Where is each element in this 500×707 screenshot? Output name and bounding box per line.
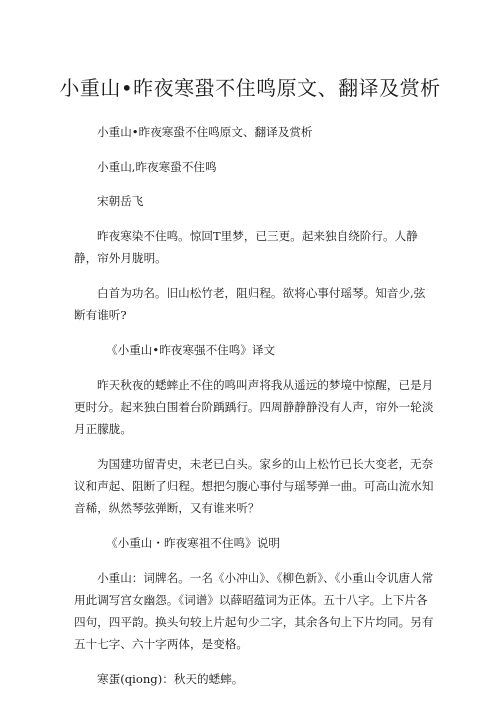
paragraph-author: 宋朝岳飞 <box>97 194 144 209</box>
paragraph-poem-title: 小重山,昨夜寒蛩不住鸣 <box>97 159 217 174</box>
paragraph-poem-stanza-1: 昨夜寒染不住鸣。惊回T里梦，已三更。起来独自绕阶行。人静静，帘外月胧明。 <box>74 229 418 266</box>
paragraph-heading-repeat: 小重山•昨夜寒蛩不住鸣原文、翻译及赏析 <box>97 125 313 139</box>
document-body <box>74 121 434 703</box>
paragraph-note-cipai: 小重山：词牌名。一名《小冲山》、《柳色新》、《小重山令讥唐人常用此调写宫女幽怨。《词谱》以薛昭蕴词为正体。五十八字。上下片各四句，四平韵。换头句较上片起句少二字，其余各句上下片均同。另有五十七字、六十字两体，是变格。 <box>74 570 434 652</box>
paragraph-translation-1: 昨天秋夜的蟋蟀止不住的鸣叫声将我从遥远的梦境中惊醒，已是月更时分。起来独白围着台阶踽踽行。四周静静静没有人声，帘外一轮淡月正朦胧。 <box>74 377 434 437</box>
paragraph-translation-2: 为国建功留青史，未老已白头。家乡的山上松竹已长大变老，无奈议和声起、阻断了归程。想把匀腹心事付与瑶琴弹一曲。可高山流水知音稀，纵然琴弦弹断，又有谁来听？ <box>74 456 434 516</box>
paragraph-poem-stanza-2: 白首为功名。旧山松竹老，阻归程。欲将心事付瑶琴。知音少,弦断有谁听? <box>74 286 426 323</box>
paragraph-notes-heading: 《小重山・昨夜寒祖不住鸣》说明 <box>106 535 280 550</box>
document-title: 小重山•昨夜寒蛩不住鸣原文、翻译及赏析 <box>59 76 441 100</box>
paragraph-note-hanqiong: 寒蛋(qiong)：秋天的蟋蟀。 <box>97 671 244 686</box>
paragraph-translation-heading: 《小重山•昨夜寒强不住鸣》译文 <box>106 342 276 357</box>
